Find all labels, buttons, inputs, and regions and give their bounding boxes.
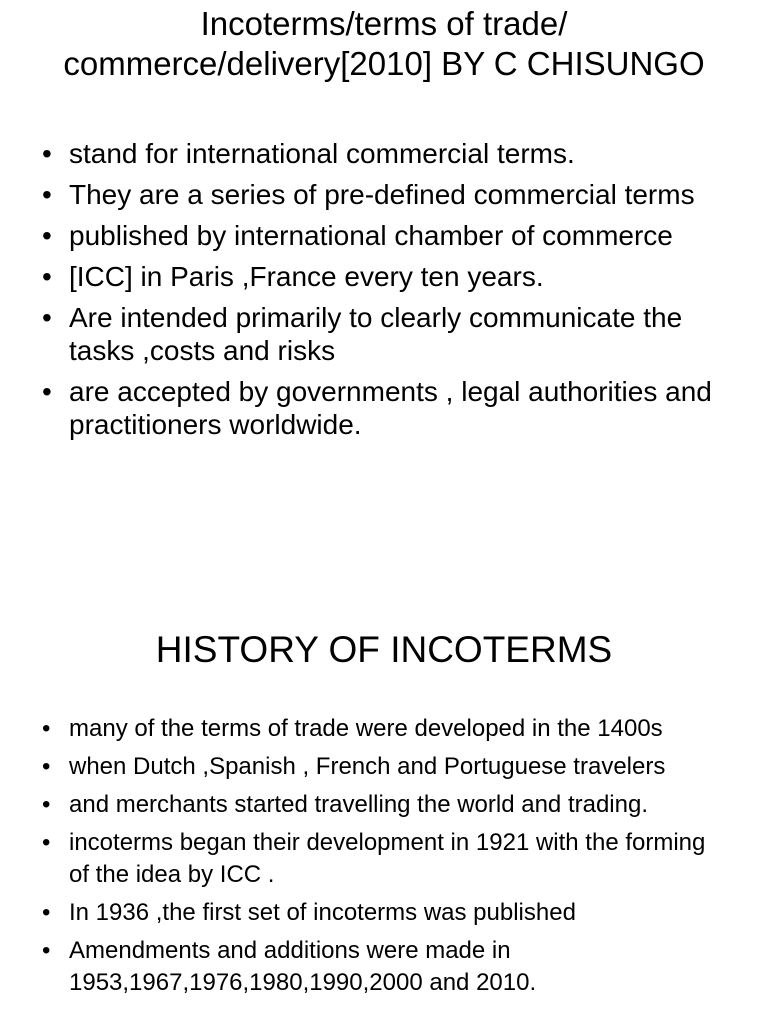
list-item: • In 1936 ,the first set of incoterms was published	[42, 897, 732, 929]
list-item: • Are intended primarily to clearly communicate the tasks ,costs and risks	[42, 301, 732, 367]
list-item: • incoterms began their development in 1921 with the forming of the idea by ICC .	[42, 827, 732, 891]
list-item: • Amendments and additions were made in 1953,1967,1976,1980,1990,2000 and 2010.	[42, 935, 732, 999]
bullet-list	[42, 137, 732, 449]
list-item: • when Dutch ,Spanish , French and Portuguese travelers	[42, 751, 732, 783]
list-item: • stand for international commercial terms.	[42, 137, 732, 170]
slide-title: HISTORY OF INCOTERMS	[155, 629, 613, 670]
list-item: • They are a series of pre-defined commercial terms	[42, 178, 732, 211]
list-item: • and merchants started travelling the world and trading.	[42, 789, 732, 821]
bullet-list	[42, 713, 732, 1005]
list-item: • are accepted by governments , legal authorities and practitioners worldwide.	[42, 375, 732, 441]
slide-history-of-incoterms	[0, 600, 768, 1024]
slide-title: Incoterms/terms of trade/ commerce/delivery[2010] BY C CHISUNGO	[63, 5, 705, 82]
list-item: • published by international chamber of commerce	[42, 219, 732, 252]
list-item: • many of the terms of trade were developed in the 1400s	[42, 713, 732, 745]
list-item: • [ICC] in Paris ,France every ten years.	[42, 260, 732, 293]
